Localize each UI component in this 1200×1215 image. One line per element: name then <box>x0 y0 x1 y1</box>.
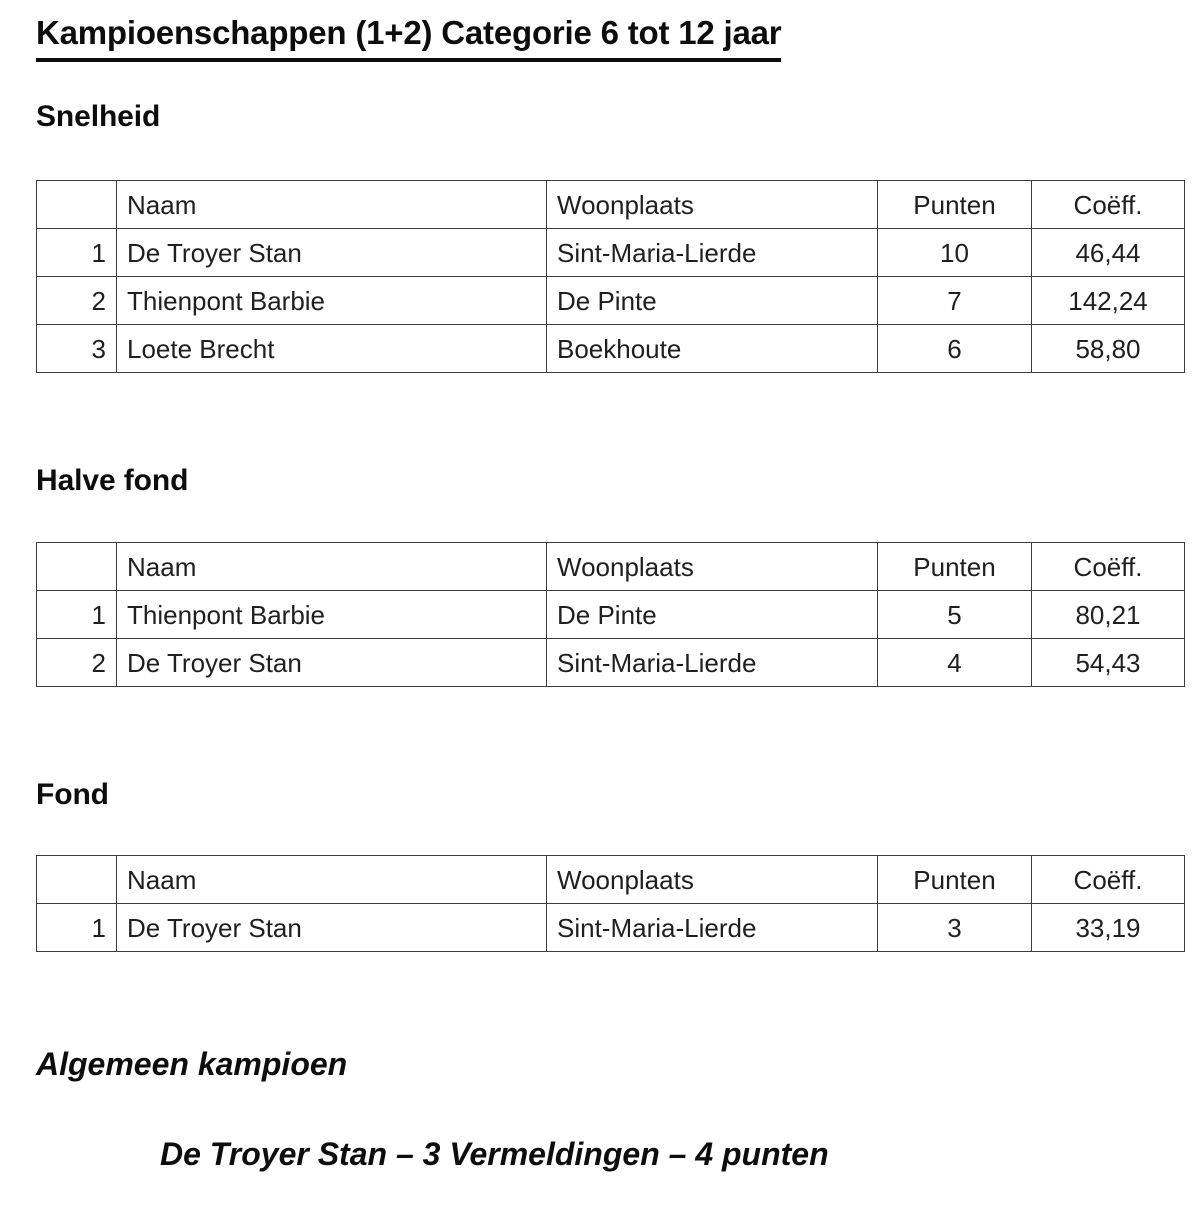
cell-city: Boekhoute <box>547 325 878 373</box>
column-header-city: Woonplaats <box>547 543 878 591</box>
table-row <box>37 591 1185 639</box>
table-body <box>37 904 1185 952</box>
table-row <box>37 325 1185 373</box>
column-header-name: Naam <box>117 543 547 591</box>
cell-name: Thienpont Barbie <box>117 277 547 325</box>
column-header-points: Punten <box>878 181 1032 229</box>
cell-rank: 3 <box>37 325 117 373</box>
cell-city: Sint-Maria-Lierde <box>547 229 878 277</box>
cell-city: Sint-Maria-Lierde <box>547 639 878 687</box>
cell-name: Thienpont Barbie <box>117 591 547 639</box>
cell-rank: 1 <box>37 229 117 277</box>
cell-rank: 2 <box>37 277 117 325</box>
column-header-city: Woonplaats <box>547 856 878 904</box>
table-row <box>37 639 1185 687</box>
column-header-coefficient: Coëff. <box>1032 543 1185 591</box>
section-heading-snelheid: Snelheid <box>36 100 161 133</box>
cell-points: 4 <box>878 639 1032 687</box>
table-row <box>37 904 1185 952</box>
column-header-points: Punten <box>878 856 1032 904</box>
cell-points: 3 <box>878 904 1032 952</box>
page-title: Kampioenschappen (1+2) Categorie 6 tot 12 jaar <box>36 14 781 62</box>
cell-name: Loete Brecht <box>117 325 547 373</box>
column-header-rank <box>37 856 117 904</box>
table-row <box>37 229 1185 277</box>
table-header <box>37 543 1185 591</box>
results-table-fond <box>36 855 1185 952</box>
results-table-halve-fond <box>36 542 1185 687</box>
table-header <box>37 856 1185 904</box>
table-header-row <box>37 181 1185 229</box>
table-body <box>37 229 1185 373</box>
table-row <box>37 277 1185 325</box>
section-heading-halve-fond: Halve fond <box>36 464 189 497</box>
cell-city: De Pinte <box>547 591 878 639</box>
cell-rank: 1 <box>37 591 117 639</box>
column-header-coefficient: Coëff. <box>1032 181 1185 229</box>
column-header-rank <box>37 543 117 591</box>
cell-points: 7 <box>878 277 1032 325</box>
column-header-name: Naam <box>117 856 547 904</box>
table-header-row <box>37 543 1185 591</box>
column-header-name: Naam <box>117 181 547 229</box>
cell-rank: 2 <box>37 639 117 687</box>
cell-coefficient: 46,44 <box>1032 229 1185 277</box>
table-header <box>37 181 1185 229</box>
cell-coefficient: 80,21 <box>1032 591 1185 639</box>
cell-rank: 1 <box>37 904 117 952</box>
column-header-rank <box>37 181 117 229</box>
cell-name: De Troyer Stan <box>117 639 547 687</box>
column-header-city: Woonplaats <box>547 181 878 229</box>
cell-coefficient: 58,80 <box>1032 325 1185 373</box>
cell-points: 5 <box>878 591 1032 639</box>
cell-name: De Troyer Stan <box>117 229 547 277</box>
cell-coefficient: 142,24 <box>1032 277 1185 325</box>
cell-name: De Troyer Stan <box>117 904 547 952</box>
cell-points: 10 <box>878 229 1032 277</box>
table-body <box>37 591 1185 687</box>
section-heading-fond: Fond <box>36 778 109 811</box>
cell-coefficient: 33,19 <box>1032 904 1185 952</box>
cell-city: De Pinte <box>547 277 878 325</box>
column-header-coefficient: Coëff. <box>1032 856 1185 904</box>
champion-result-line: De Troyer Stan – 3 Vermeldingen – 4 punten <box>160 1136 829 1172</box>
results-table-snelheid <box>36 180 1185 373</box>
cell-points: 6 <box>878 325 1032 373</box>
cell-coefficient: 54,43 <box>1032 639 1185 687</box>
column-header-points: Punten <box>878 543 1032 591</box>
champion-heading: Algemeen kampioen <box>36 1046 348 1082</box>
table-header-row <box>37 856 1185 904</box>
cell-city: Sint-Maria-Lierde <box>547 904 878 952</box>
